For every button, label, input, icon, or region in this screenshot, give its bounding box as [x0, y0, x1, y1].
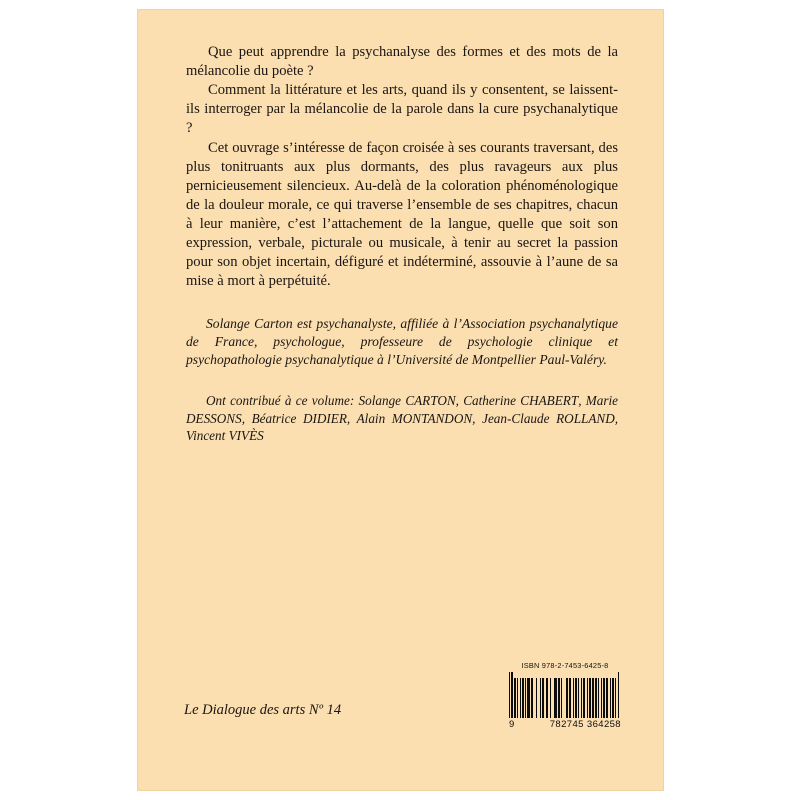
- contributor-firstname: Catherine: [463, 393, 521, 408]
- isbn-label: ISBN 978-2-7453-6425-8: [521, 661, 609, 670]
- barcode-block: [507, 660, 623, 730]
- contributor-firstname: Béatrice: [251, 410, 303, 426]
- contributor-separator: ,: [472, 410, 483, 426]
- contributor-separator: ,: [455, 393, 464, 408]
- contributor-lastname: CHABERT: [520, 393, 579, 408]
- contributor-firstname: Jean-Claude: [482, 410, 557, 426]
- contributors-block: [186, 392, 618, 445]
- contributor-lastname: CARTON: [405, 393, 456, 408]
- contributor-separator: ,: [578, 393, 586, 408]
- contributor-lastname: DIDIER: [302, 410, 347, 426]
- contributor-firstname: Solange: [358, 393, 406, 408]
- contributor-separator: ,: [241, 410, 252, 426]
- barcode-digits: [507, 718, 623, 730]
- contributor-lastname: DESSONS: [186, 410, 242, 426]
- contributor-separator: ,: [614, 410, 619, 426]
- blurb-text: [186, 43, 618, 291]
- barcode-digit-prefix: 9: [509, 719, 515, 730]
- contributors-intro: Ont contribué à ce volume:: [206, 393, 359, 408]
- barcode-digit-main: 782745 364258: [549, 719, 621, 730]
- blurb-paragraph-1: Que peut apprendre la psychanalyse des formes et des mots de la mélancolie du poète ?: [186, 44, 618, 80]
- blurb-paragraph-2: Comment la littérature et les arts, quand ils y consentent, se laissent-ils interroger par la mélancolie de la parole dans la cure psychanalytique ?: [186, 82, 618, 137]
- contributor-lastname: ROLLAND: [556, 410, 615, 426]
- blurb-paragraph-3: Cet ouvrage s’intéresse de façon croisée à ses courants traversant, des plus tonitruants aux plus dormants, des plus ravageurs aux plus pernicieusement silencieux. Au-delà de la coloration phénoménologique de la douleur morale, ce qui traverse l’ensemble de ses chapitres, chacun à leur manière, c’est l’attachement de la langue, quelle que soit son expression, verbale, picturale ou musicale, à tenir au secret la passion pour son objet incertain, défiguré et indéterminé, assouvie à l’aune de sa mise à mort à perpétuité.: [186, 139, 618, 290]
- author-biography-text: Solange Carton est psychanalyste, affiliée à l’Association psychanalytique de France, psychologue, professeure de psychologie clinique et psychopathologie psychanalytique à l’Université de Montpellier Paul-Valéry.: [186, 316, 618, 368]
- contributor-firstname: Vincent: [186, 428, 229, 444]
- contributors-paragraph: [186, 392, 618, 445]
- book-back-cover: [138, 10, 663, 790]
- series-title: Le Dialogue des arts Nº 14: [184, 702, 342, 718]
- contributor-separator: ,: [346, 410, 357, 426]
- barcode-bars: [507, 672, 623, 718]
- contributor-firstname: Marie: [585, 393, 619, 408]
- contributor-firstname: Alain: [356, 410, 392, 426]
- contributor-lastname: VIVÈS: [228, 428, 264, 444]
- contributor-lastname: MONTANDON: [391, 410, 473, 426]
- author-biography: [186, 315, 618, 369]
